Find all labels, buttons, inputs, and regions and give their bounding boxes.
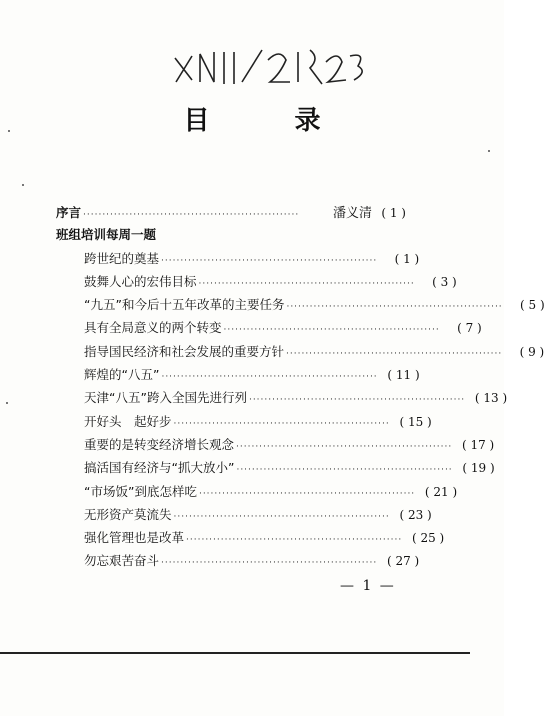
toc-entry bbox=[56, 551, 420, 574]
toc-section-heading bbox=[56, 225, 406, 248]
toc-entry bbox=[56, 249, 420, 272]
leader-dots: ························································ bbox=[236, 465, 453, 476]
handwritten-catalog-number bbox=[170, 38, 370, 88]
toc-entry-author: 潘义清 bbox=[332, 206, 372, 221]
toc-entry-page: ( 27 ) bbox=[386, 554, 420, 569]
toc-entry-label: “九五”和今后十五年改革的主要任务 bbox=[84, 297, 285, 313]
toc-entry-page: ( 11 ) bbox=[387, 368, 420, 383]
leader-dots: ························································ bbox=[83, 210, 300, 220]
leader-dots: ························································ bbox=[236, 441, 453, 452]
leader-dots: ························································ bbox=[161, 558, 378, 569]
toc-entry-label: 鼓舞人心的宏伟目标 bbox=[84, 273, 197, 289]
toc-entry-label: “市场饭”到底怎样吃 bbox=[84, 483, 197, 499]
toc-entry-label: 勿忘艰苦奋斗 bbox=[84, 553, 160, 569]
toc-entry-page: ( 17 ) bbox=[461, 437, 495, 452]
toc-entry bbox=[56, 342, 545, 365]
leader-dots: ························································ bbox=[198, 278, 415, 289]
toc-entry-page: ( 21 ) bbox=[424, 484, 458, 499]
page-title: 目 录 bbox=[183, 106, 359, 136]
table-of-contents bbox=[56, 202, 545, 575]
toc-entry-label: 强化管理也是改革 bbox=[84, 530, 185, 546]
leader-dots: ························································ bbox=[198, 488, 416, 499]
toc-entry-page: ( 5 ) bbox=[520, 298, 545, 313]
toc-entry-page: ( 13 ) bbox=[474, 391, 508, 406]
toc-entry-page: ( 3 ) bbox=[432, 274, 457, 289]
toc-entry-page: ( 9 ) bbox=[519, 344, 545, 359]
leader-dots: ························································ bbox=[173, 511, 390, 522]
toc-entry bbox=[56, 365, 420, 388]
toc-entry-label: 序言 bbox=[56, 205, 82, 220]
toc-section-label: 班组培训每周一题 bbox=[56, 227, 157, 243]
toc-entry-label: 具有全局意义的两个转变 bbox=[84, 320, 222, 336]
toc-entry bbox=[56, 388, 508, 411]
page-number: — 1 — bbox=[340, 578, 396, 594]
leader-dots: ························································ bbox=[286, 302, 503, 313]
leader-dots: ························································ bbox=[173, 418, 390, 429]
toc-entry-label: 重要的是转变经济增长观念 bbox=[84, 436, 235, 452]
toc-entry-page: ( 25 ) bbox=[411, 531, 445, 546]
leader-dots: ························································ bbox=[161, 255, 378, 266]
toc-entry bbox=[56, 458, 495, 481]
toc-entry-page: ( 1 ) bbox=[394, 251, 420, 266]
toc-entry bbox=[56, 318, 482, 341]
toc-entry-page: ( 23 ) bbox=[399, 507, 432, 522]
toc-entry-page: ( 19 ) bbox=[462, 461, 495, 476]
toc-entry-label: 无形资产莫流失 bbox=[84, 506, 172, 522]
toc-entry bbox=[56, 202, 406, 225]
toc-entry-label: 搞活国有经济与“抓大放小” bbox=[84, 460, 235, 476]
toc-entry bbox=[56, 412, 432, 435]
toc-entry bbox=[56, 528, 445, 551]
toc-entry-label: 开好头 起好步 bbox=[84, 413, 172, 429]
toc-entry-label: 跨世纪的奠基 bbox=[84, 250, 160, 266]
bottom-rule bbox=[0, 652, 470, 654]
toc-entry-label: 辉煌的“八五” bbox=[84, 367, 160, 383]
toc-entry-label: 天津“八五”跨入全国先进行列 bbox=[84, 390, 247, 406]
toc-entry bbox=[56, 272, 457, 295]
toc-entry bbox=[56, 295, 545, 318]
toc-entry-page: ( 1 ) bbox=[381, 206, 406, 220]
leader-dots: ························································ bbox=[248, 395, 466, 406]
leader-dots: ························································ bbox=[186, 535, 403, 546]
toc-entry-page: ( 7 ) bbox=[457, 321, 482, 336]
toc-entry bbox=[56, 435, 495, 458]
toc-entry bbox=[56, 505, 432, 528]
leader-dots: ························································ bbox=[161, 372, 378, 383]
toc-entry-page: ( 15 ) bbox=[399, 414, 432, 429]
toc-entry bbox=[56, 482, 458, 505]
toc-entry-label: 指导国民经济和社会发展的重要方针 bbox=[84, 343, 285, 359]
leader-dots: ························································ bbox=[223, 325, 440, 336]
leader-dots: ························································ bbox=[286, 348, 503, 359]
